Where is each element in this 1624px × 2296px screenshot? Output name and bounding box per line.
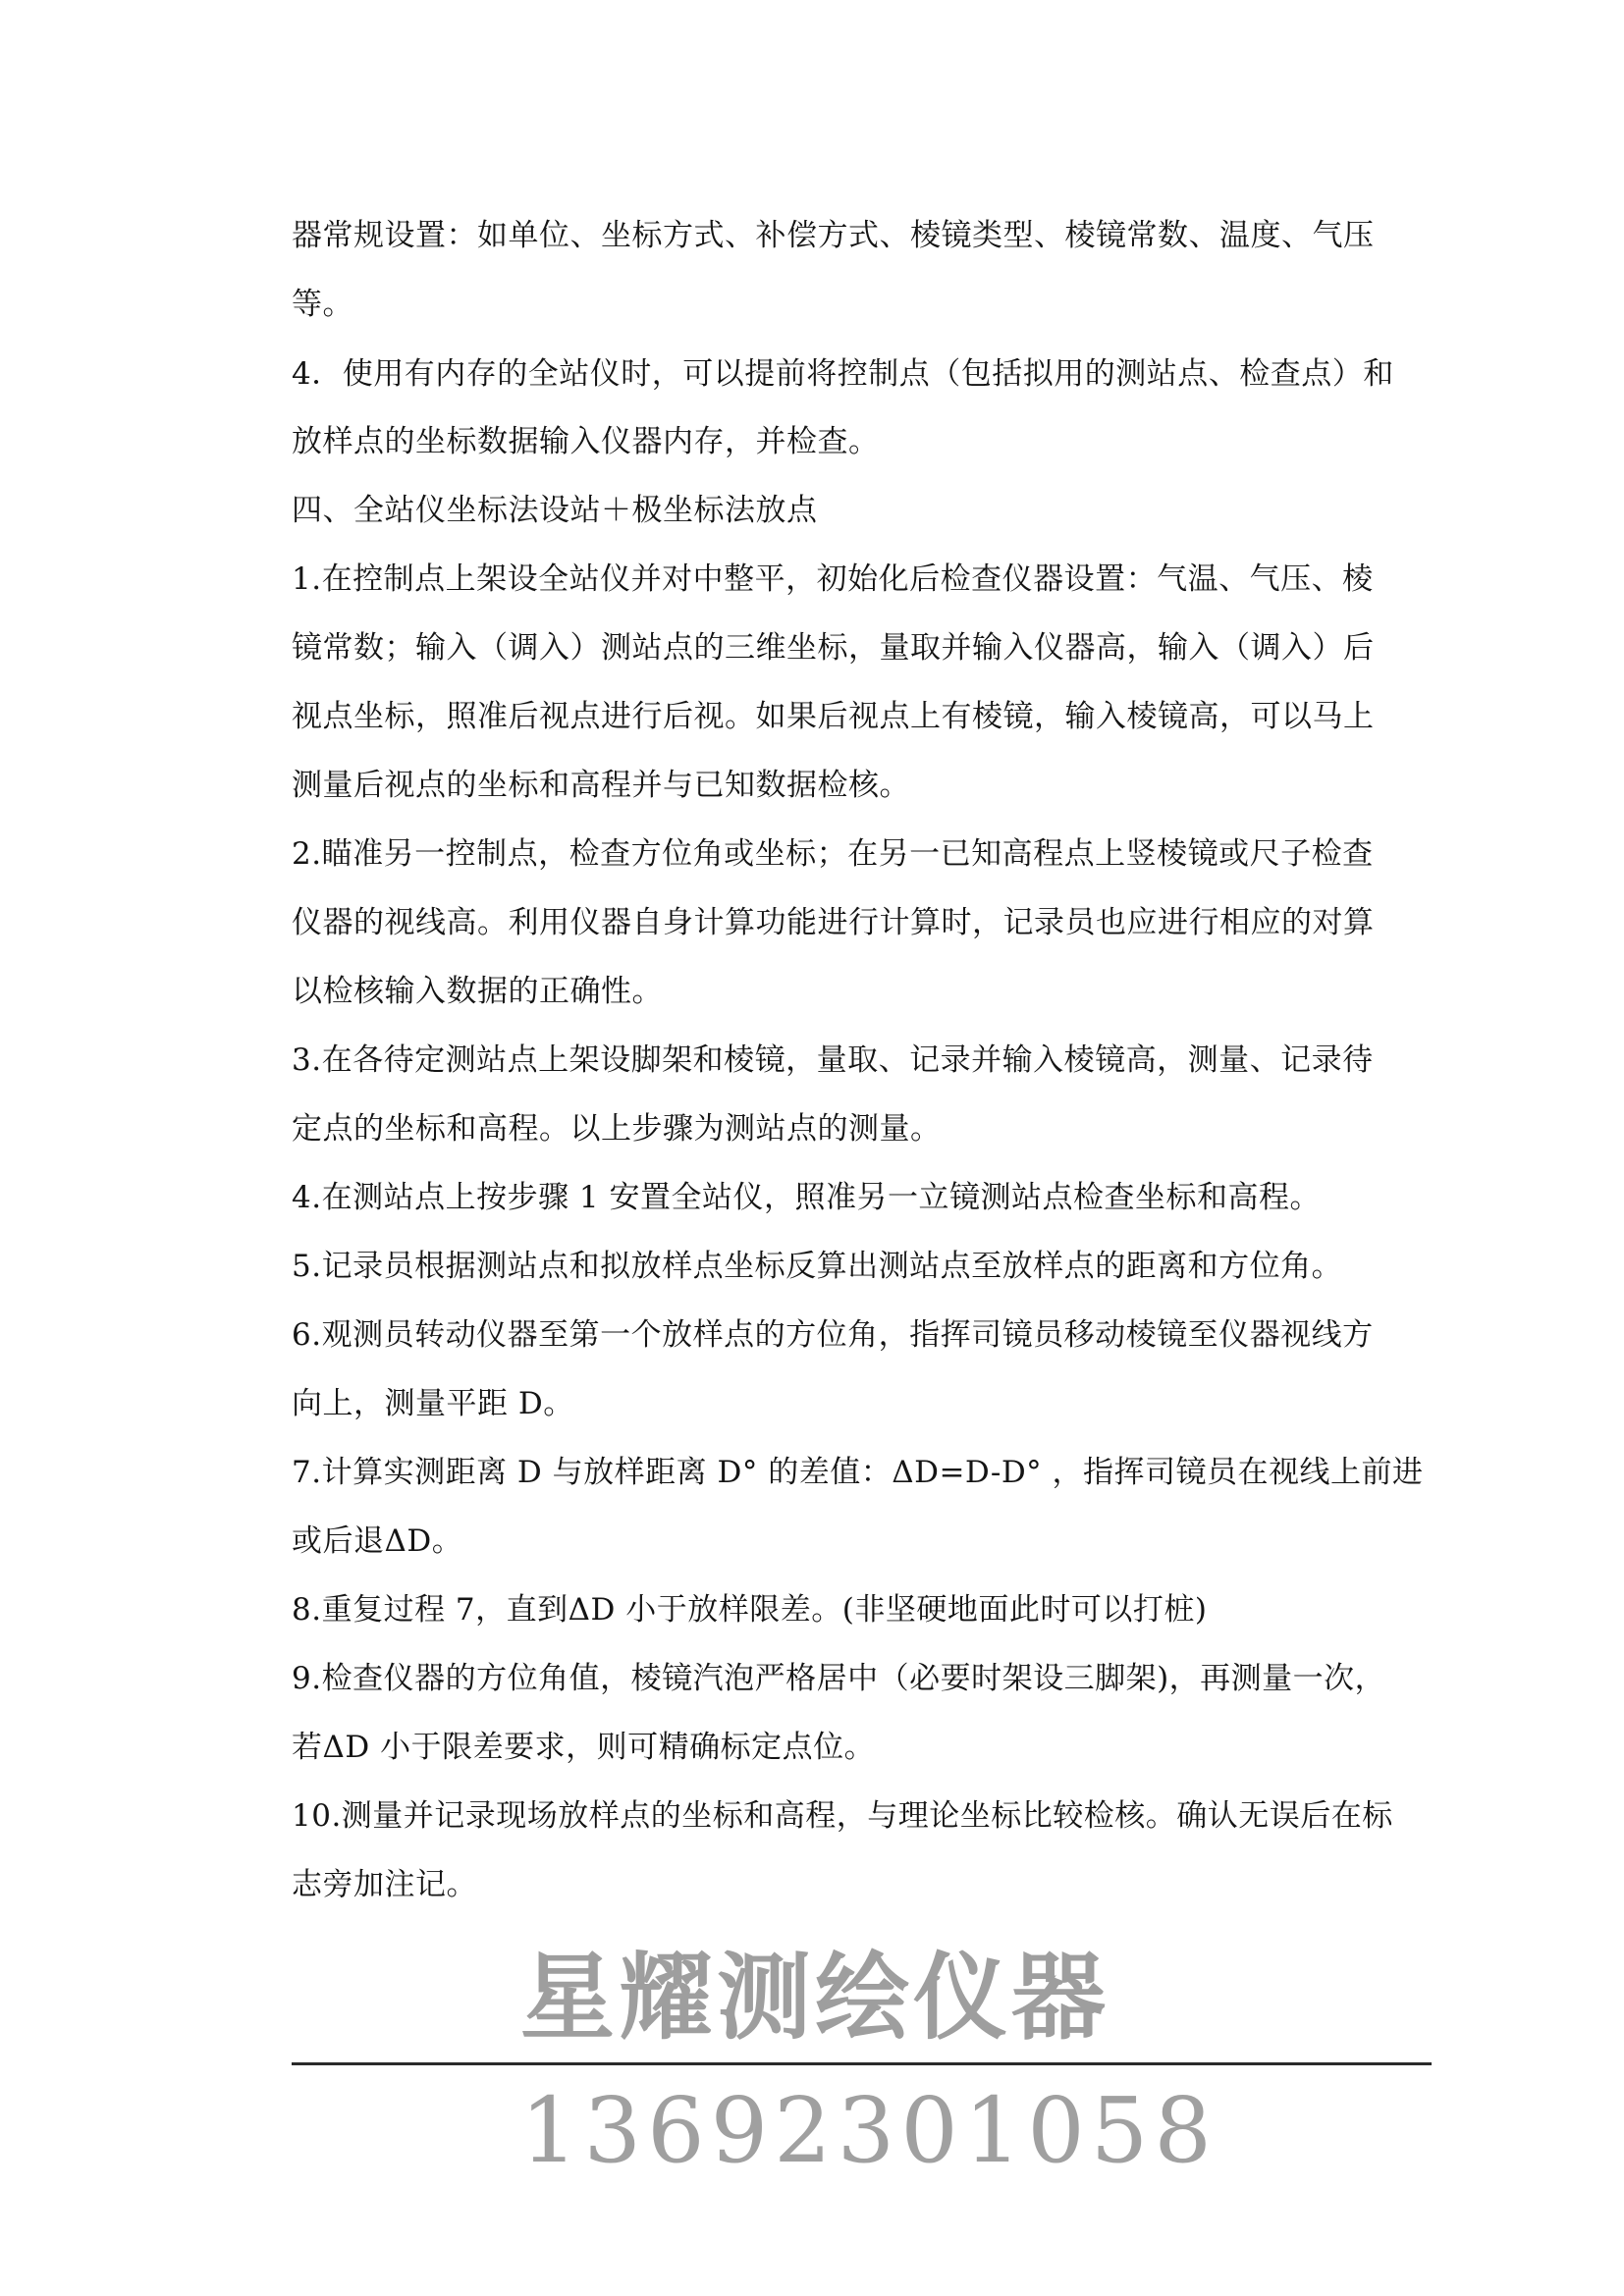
section-heading: 四、全站仪坐标法设站＋极坐标法放点	[292, 493, 818, 528]
text-line: 4．使用有内存的全站仪时，可以提前将控制点（包括拟用的测站点、检查点）和	[292, 356, 1394, 392]
phone-number: 13692301058	[520, 2078, 1218, 2183]
text-line: 6.观测员转动仪器至第一个放样点的方位角，指挥司镜员移动棱镜至仪器视线方	[292, 1317, 1374, 1353]
text-line: 仪器的视线高。利用仪器自身计算功能进行计算时，记录员也应进行相应的对算	[292, 905, 1375, 940]
text-line: 10.测量并记录现场放样点的坐标和高程，与理论坐标比较检核。确认无误后在标	[292, 1798, 1393, 1834]
text-line: 9.检查仪器的方位角值，棱镜汽泡严格居中（必要时架设三脚架)，再测量一次，	[292, 1661, 1386, 1696]
text-line: 3.在各待定测站点上架设脚架和棱镜，量取、记录并输入棱镜高，测量、记录待	[292, 1042, 1374, 1078]
text-line: 志旁加注记。	[292, 1867, 477, 1902]
text-line: 定点的坐标和高程。以上步骤为测站点的测量。	[292, 1111, 942, 1147]
text-line: 向上，测量平距 D。	[292, 1386, 574, 1421]
text-line: 7.计算实测距离 D 与放样距离 D° 的差值：ΔD=D-D° ，指挥司镜员在视线上前进	[292, 1455, 1424, 1490]
text-line: 测量后视点的坐标和高程并与已知数据检核。	[292, 768, 910, 803]
text-line: 放样点的坐标数据输入仪器内存，并检查。	[292, 424, 880, 459]
text-line: 若ΔD 小于限差要求，则可精确标定点位。	[292, 1730, 876, 1765]
text-line: 视点坐标，照准后视点进行后视。如果后视点上有棱镜，输入棱镜高，可以马上	[292, 699, 1375, 734]
text-line: 等。	[292, 287, 353, 322]
text-line: 4.在测站点上按步骤 1 安置全站仪，照准另一立镜测站点检查坐标和高程。	[292, 1180, 1322, 1215]
text-line: 5.记录员根据测站点和拟放样点坐标反算出测站点至放样点的距离和方位角。	[292, 1249, 1343, 1284]
text-line: 以检核输入数据的正确性。	[292, 974, 663, 1009]
text-line: 2.瞄准另一控制点，检查方位角或坐标；在另一已知高程点上竖棱镜或尺子检查	[292, 836, 1374, 872]
text-line: 8.重复过程 7，直到ΔD 小于放样限差。(非坚硬地面此时可以打桩)	[292, 1592, 1208, 1628]
text-line: 镜常数；输入（调入）测站点的三维坐标，量取并输入仪器高，输入（调入）后	[292, 630, 1375, 666]
text-line: 1.在控制点上架设全站仪并对中整平，初始化后检查仪器设置：气温、气压、棱	[292, 561, 1374, 597]
text-line: 或后退ΔD。	[292, 1523, 463, 1559]
text-line: 器常规设置：如单位、坐标方式、补偿方式、棱镜类型、棱镜常数、温度、气压	[292, 218, 1375, 253]
footer-divider	[292, 2062, 1432, 2065]
brand-watermark: 星耀测绘仪器	[520, 1943, 1110, 2053]
